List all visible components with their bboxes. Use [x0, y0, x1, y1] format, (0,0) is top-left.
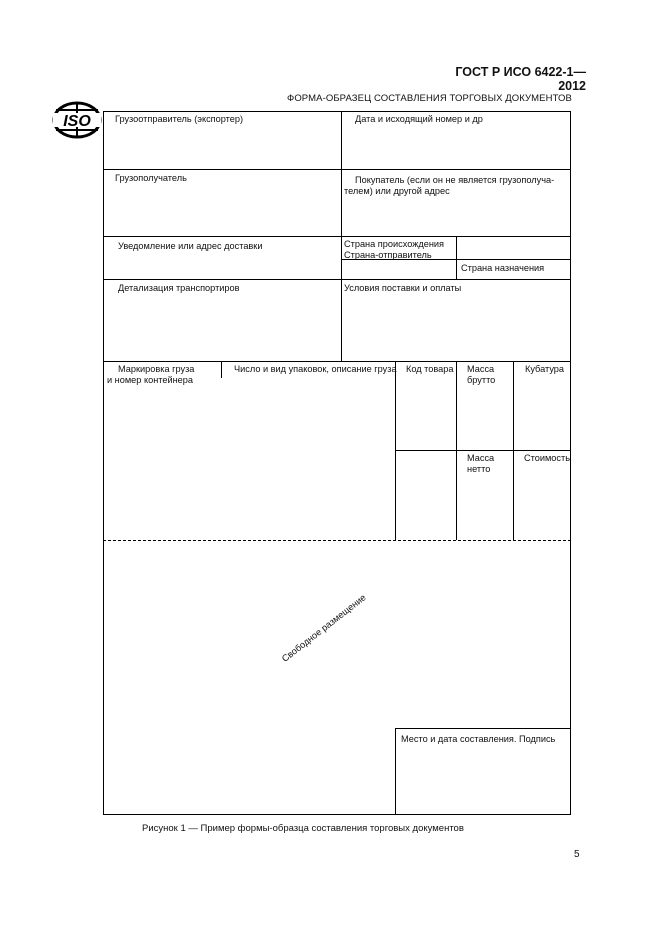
rule-country-split	[456, 236, 457, 279]
rule-signature-left	[395, 728, 396, 815]
field-marks-line1: Маркировка груза	[118, 364, 195, 374]
rule-top	[103, 111, 571, 112]
field-marks-line2: и номер контейнера	[107, 375, 194, 385]
field-buyer-line1: Покупатель (если он не является грузополуча-	[355, 175, 555, 185]
field-origin: Страна происхождения	[344, 239, 445, 249]
field-terms: Условия поставки и оплаты	[344, 283, 462, 293]
rule-row3	[103, 279, 571, 280]
field-packages: Число и вид упаковок, описание груза	[234, 364, 397, 374]
rule-marks-split	[221, 361, 222, 378]
field-transport: Детализация транспортиров	[118, 283, 240, 293]
field-shipper: Грузоотправитель (экспортер)	[115, 114, 244, 124]
form-title: ФОРМА-ОБРАЗЕЦ СОСТАВЛЕНИЯ ТОРГОВЫХ ДОКУМЕНТОВ	[287, 93, 572, 104]
svg-text:ISO: ISO	[63, 113, 91, 130]
field-date-ref: Дата и исходящий номер и др	[355, 114, 483, 124]
rule-row4	[103, 361, 571, 362]
field-place-date-signature: Место и дата составления. Подпись	[401, 734, 556, 744]
field-gross-line2: брутто	[467, 375, 496, 385]
iso-logo-icon	[52, 101, 102, 139]
standard-number: ГОСТ Р ИСО 6422-1—2012	[455, 65, 586, 93]
field-consignee: Грузополучатель	[115, 173, 187, 183]
free-area-label: Свободное размещение	[280, 592, 368, 664]
rule-dashed-separator	[103, 540, 571, 541]
rule-net-row	[395, 450, 571, 451]
field-code: Код товара	[406, 364, 454, 374]
field-destination: Страна назначения	[461, 263, 545, 273]
rule-row1	[103, 169, 571, 170]
rule-destination-top	[456, 259, 571, 260]
rule-row2	[103, 236, 571, 237]
rule-left	[103, 111, 104, 815]
field-net-line1: Масса	[467, 453, 495, 463]
figure-caption: Рисунок 1 — Пример формы-образца составления торговых документов	[142, 823, 464, 834]
rule-signature-top	[395, 728, 571, 729]
field-volume: Кубатура	[525, 364, 565, 374]
rule-bottom	[103, 814, 571, 815]
field-value: Стоимость	[524, 453, 570, 463]
field-notify: Уведомление или адрес доставки	[118, 241, 263, 251]
field-buyer-line2: телем) или другой адрес	[344, 186, 450, 196]
rule-right	[570, 111, 571, 815]
field-net-line2: нетто	[467, 464, 491, 474]
field-gross-line1: Масса	[467, 364, 495, 374]
page-number: 5	[574, 849, 580, 860]
field-dispatch: Страна-отправитель	[344, 250, 432, 260]
